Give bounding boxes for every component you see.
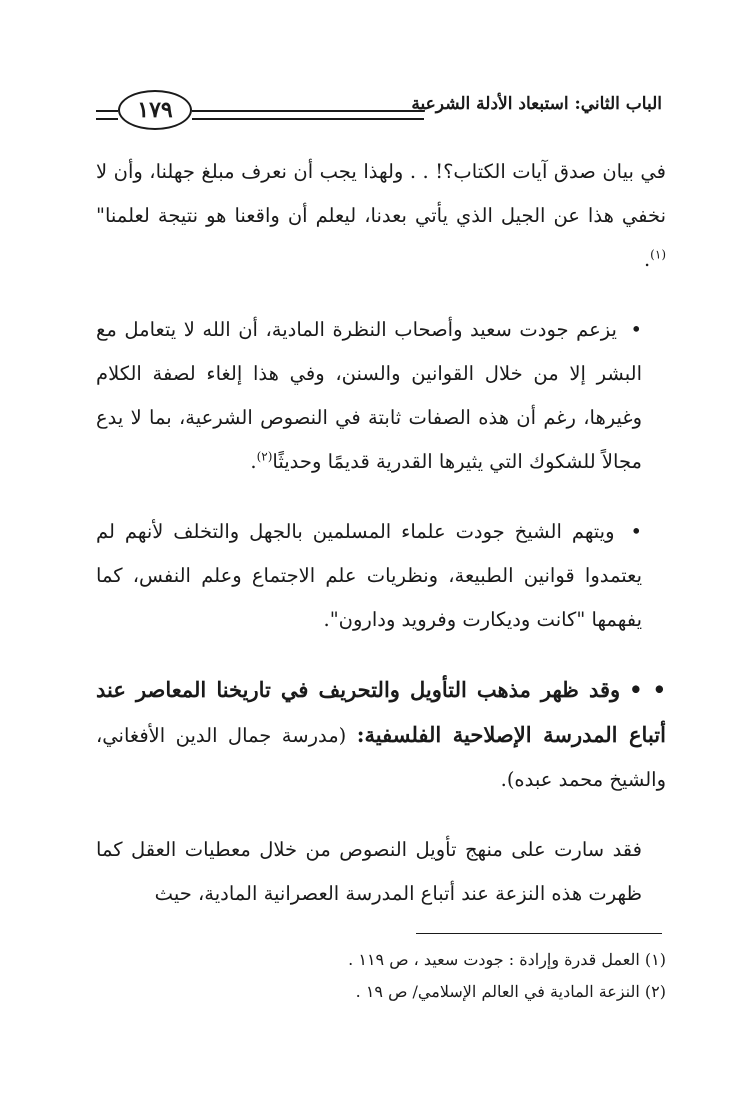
footnote-1: (١) العمل قدرة وإرادة : جودت سعيد ، ص ١١٩ . [348, 950, 666, 969]
page-header [96, 88, 662, 132]
paragraph-text: فقد سارت على منهج تأويل النصوص من خلال معطيات العقل كما ظهرت هذه النزعة عند أتباع المدرسة العصرانية المادية، حيث [96, 838, 642, 905]
bullet: • [630, 520, 642, 543]
paragraph-method [96, 828, 666, 916]
footnote-2: (٢) النزعة المادية في العالم الإسلامي/ ص ١٩ . [355, 982, 666, 1001]
header-rule-left [96, 110, 118, 120]
bullet: • • [629, 677, 667, 702]
footnote-ref-1: (١) [650, 247, 666, 262]
paragraph-claim [96, 308, 666, 484]
paragraph-end: . [643, 248, 651, 271]
paragraph-accusation [96, 510, 666, 642]
paragraph-quote-end [96, 150, 666, 282]
footnote-ref-2: (٢) [256, 449, 273, 464]
paragraph-heading [96, 668, 666, 802]
paragraph-text: يزعم جودت سعيد وأصحاب النظرة المادية، أن الله لا يتعامل مع البشر إلا من خلال القوانين والسنن، وفي هذا إلغاء لصفة الكلام وغيرها، رغم أن هذه الصفات ثابتة في النصوص الشرعية، بما لا يدع مجالاً للشكوك التي يثيرها القدرية قديمًا وحديثًا [96, 318, 642, 473]
body-text [96, 150, 666, 916]
footnotes [96, 944, 666, 1008]
footnote-divider [416, 933, 662, 934]
paragraph-text: في بيان صدق آيات الكتاب؟! . . ولهذا يجب أن نعرف مبلغ جهلنا، وأن لا نخفي هذا عن الجيل الذي يأتي بعدنا، ليعلم أن واقعنا هو نتيجة لعلمنا" [96, 160, 666, 227]
paragraph-end: . [250, 450, 257, 473]
header-rule [192, 110, 424, 120]
chapter-title: الباب الثاني: استبعاد الأدلة الشرعية [411, 94, 662, 114]
page-number: ١٧٩ [118, 90, 192, 130]
bullet: • [630, 318, 643, 341]
paragraph-text: ويتهم الشيخ جودت علماء المسلمين بالجهل والتخلف لأنهم لم يعتمدوا قوانين الطبيعة، ونظريات علم الاجتماع وعلم النفس، كما يفهمها "كانت وديكارت وفرويد ودارون". [96, 520, 642, 631]
section-heading: وقد ظهر مذهب التأويل والتحريف في تاريخنا المعاصر عند أتباع المدرسة الإصلاحية الفلسفية: [96, 677, 666, 747]
paragraph-text: (مدرسة جمال الدين الأفغاني، والشيخ محمد عبده). [96, 724, 666, 791]
